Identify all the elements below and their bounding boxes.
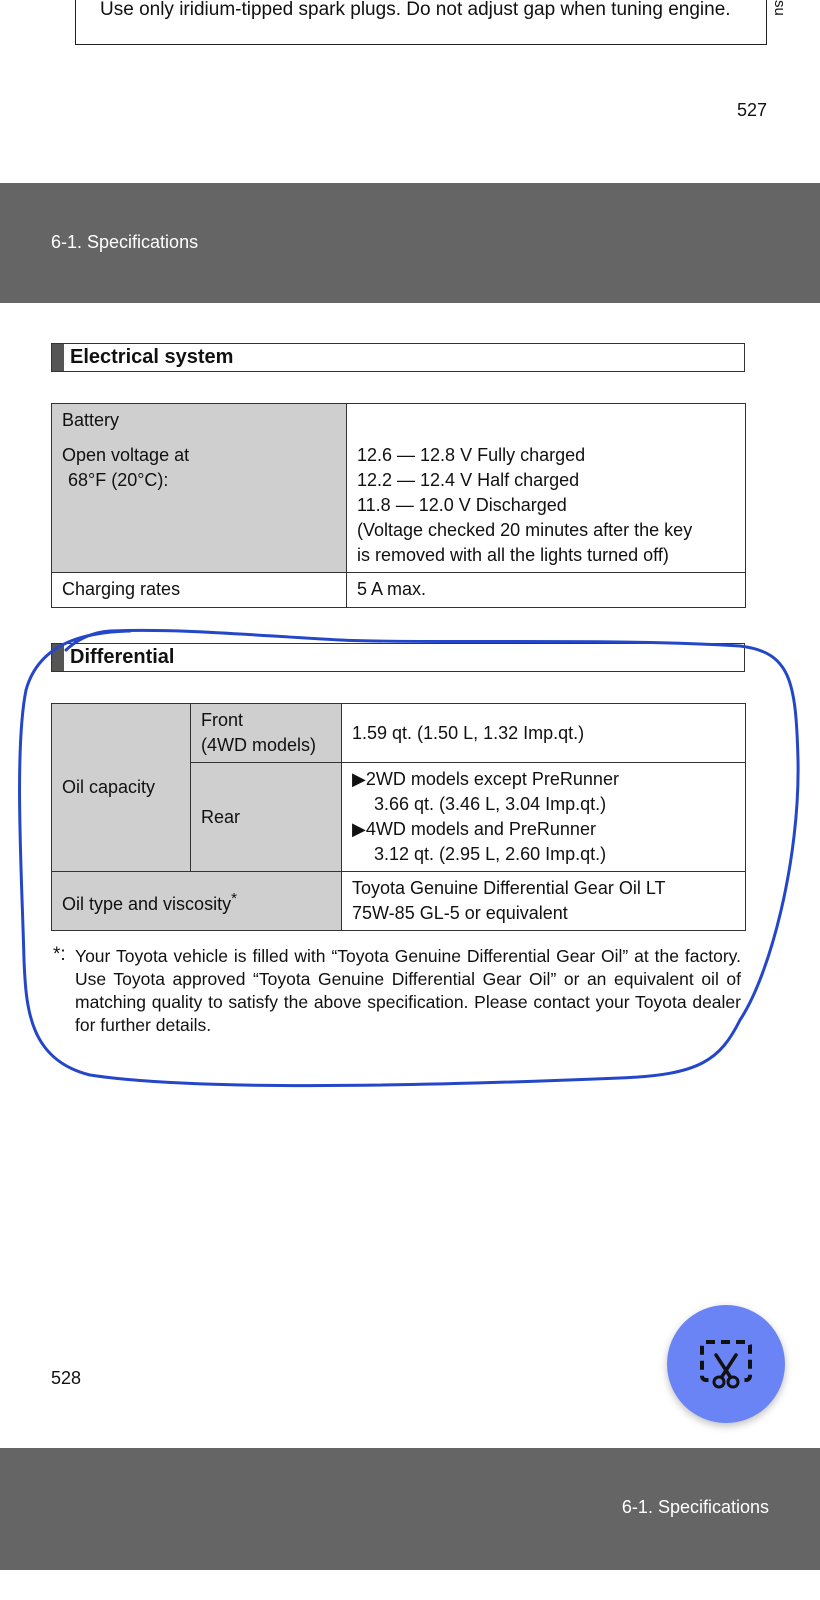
page-header-band [0, 183, 820, 303]
oil-type-value-cell [342, 872, 746, 931]
page-number: 528 [51, 1368, 82, 1388]
oil-type-value-line-2: 75W-85 GL-5 or equivalent [352, 903, 568, 923]
footer-section-title: 6-1. Specifications [621, 1497, 769, 1517]
open-voltage-label: Open voltage at [62, 445, 190, 465]
front-value: 1.59 qt. (1.50 L, 1.32 Imp.qt.) [352, 722, 585, 743]
electrical-section-heading [51, 343, 745, 372]
screenshot-scissors-button[interactable] [667, 1305, 785, 1423]
charging-label: Charging rates [62, 579, 181, 599]
rear-4wd-label: 4WD models and PreRunner [365, 819, 596, 839]
oil-capacity-label: Oil capacity [62, 777, 156, 797]
page-footer-band [0, 1448, 820, 1570]
electrical-spec-table [51, 403, 746, 608]
differential-title: Differential [70, 646, 175, 668]
header-section-title: 6-1. Specifications [51, 232, 199, 252]
open-voltage-temp: 68°F (20°C): [68, 470, 169, 490]
rear-2wd-label: 2WD models except PreRunner [365, 769, 619, 789]
voltage-note-line-1: (Voltage checked 20 minutes after the key [357, 520, 693, 540]
battery-value-cell [347, 404, 746, 573]
charging-value: 5 A max. [357, 579, 427, 599]
rear-item-2wd [352, 767, 735, 792]
charging-label-cell [52, 573, 347, 608]
front-label: Front [201, 710, 244, 730]
triangle-bullet-icon: ▶ [352, 819, 366, 839]
table-row [52, 872, 746, 931]
page-number-top: 527 [737, 100, 768, 120]
electrical-title: Electrical system [70, 346, 234, 368]
oil-capacity-label-cell [52, 704, 191, 872]
screenshot-scissors-icon [699, 1337, 753, 1391]
heading-marker [52, 644, 64, 671]
previous-page-note-box [75, 0, 767, 45]
heading-marker [52, 344, 64, 371]
rear-4wd-value: 3.12 qt. (2.95 L, 2.60 Imp.qt.) [374, 844, 607, 864]
charging-value-cell [347, 573, 746, 608]
side-fragment-text: su [771, 0, 788, 16]
table-row [52, 573, 746, 608]
rear-2wd-value: 3.66 qt. (3.46 L, 3.04 Imp.qt.) [374, 794, 607, 814]
voltage-fully-charged: 12.6 — 12.8 V Fully charged [357, 445, 586, 465]
oil-type-label-cell [52, 872, 342, 931]
triangle-bullet-icon: ▶ [352, 769, 366, 789]
rear-item-4wd [352, 817, 735, 842]
rear-value-cell [342, 763, 746, 872]
rear-label-cell [191, 763, 342, 872]
oil-type-value-line-1: Toyota Genuine Differential Gear Oil LT [352, 878, 666, 898]
differential-footnote [53, 945, 741, 1037]
footnote-marker: *: [53, 944, 66, 965]
voltage-discharged: 11.8 — 12.0 V Discharged [357, 495, 567, 515]
rear-label: Rear [201, 806, 241, 827]
table-row [52, 404, 746, 573]
battery-label: Battery [62, 410, 120, 430]
battery-label-cell [52, 404, 347, 573]
table-row [52, 704, 746, 763]
differential-spec-table [51, 703, 746, 931]
footnote-text: Your Toyota vehicle is filled with “Toyota Genuine Differential Gear Oil” at the factory. Use Toyota approved “Toyota Genuine Differential Gear Oil” or an equivalent oil of matching quality to satisfy the above specification. Please contact your Toyota dealer for further details. [75, 946, 741, 1035]
front-label-models: (4WD models) [201, 735, 317, 755]
voltage-half-charged: 12.2 — 12.4 V Half charged [357, 470, 580, 490]
voltage-note-line-2: is removed with all the lights turned off) [357, 545, 669, 565]
differential-section-heading [51, 643, 745, 672]
front-value-cell [342, 704, 746, 763]
oil-type-asterisk: * [231, 889, 237, 907]
previous-page-note: Use only iridium-tipped spark plugs. Do not adjust gap when tuning engine. [100, 0, 731, 20]
oil-type-label: Oil type and viscosity [62, 893, 232, 914]
front-label-cell [191, 704, 342, 763]
